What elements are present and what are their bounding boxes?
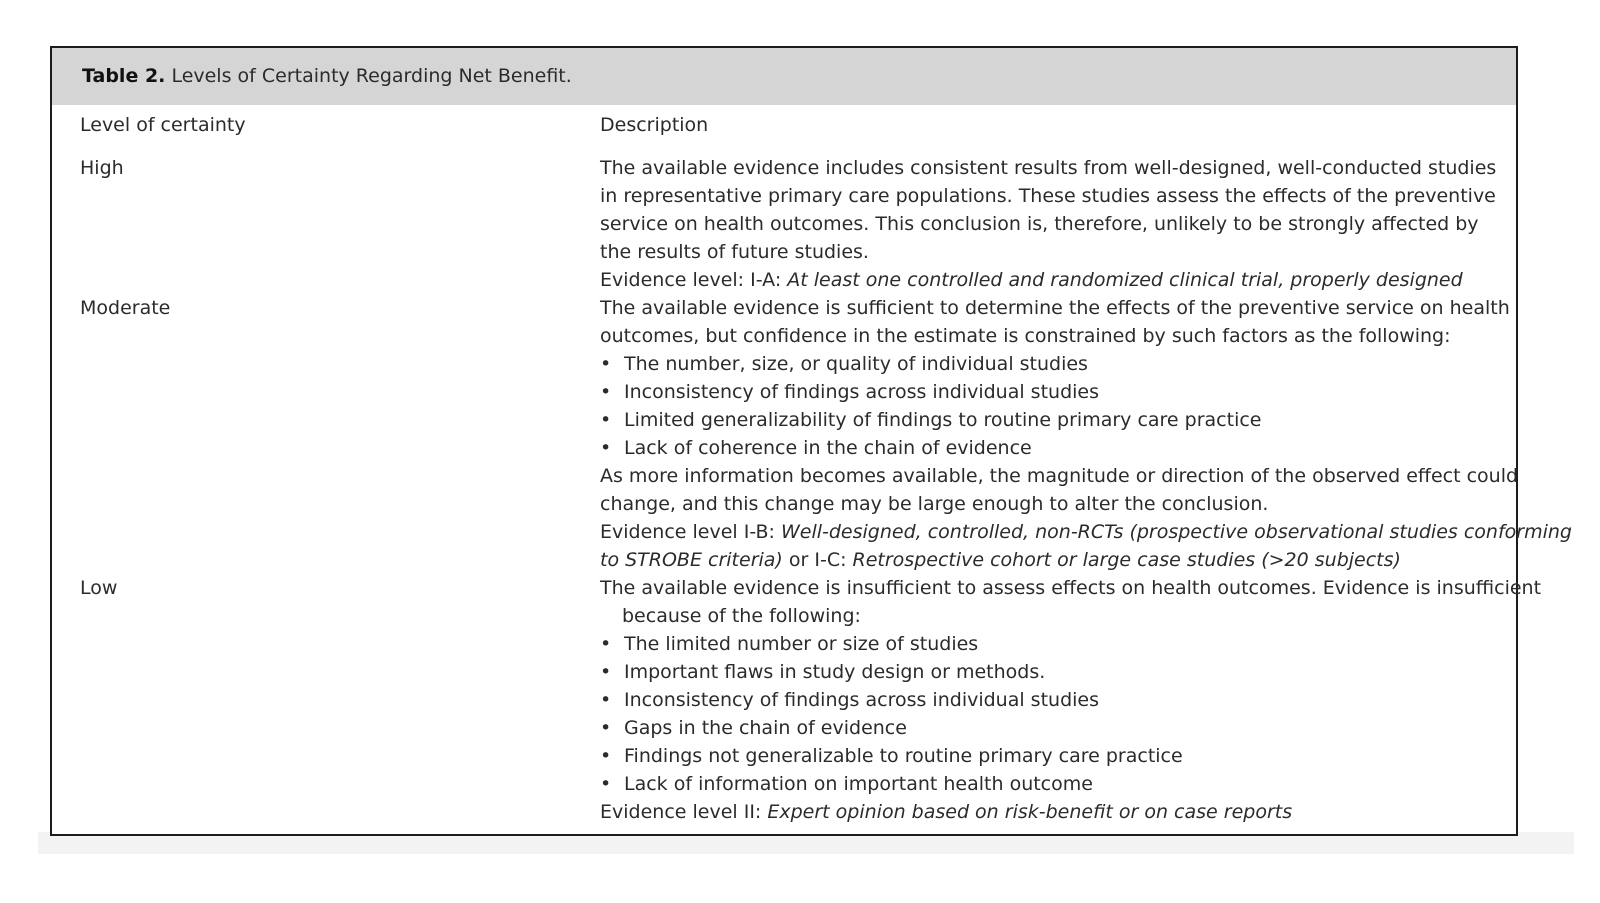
evidence-mid: or I-C: [782, 549, 853, 571]
bullet-icon: • [600, 381, 612, 403]
bullet-item: • Lack of coherence in the chain of evidence [600, 434, 1500, 462]
text-line: The available evidence is sufficient to determine the effects of the preventive service on health [600, 297, 1510, 319]
bullet-icon: • [600, 717, 612, 739]
description-low [600, 574, 1542, 826]
bullet-icon: • [600, 633, 612, 655]
bullet-icon: • [600, 661, 612, 683]
bullet-item: • The limited number or size of studies [600, 630, 1500, 658]
bullet-icon: • [600, 773, 612, 795]
header-description: Description [600, 114, 709, 136]
bullet-item: • Inconsistency of findings across individual studies [600, 378, 1500, 406]
certainty-table [50, 46, 1572, 836]
evidence-line [600, 546, 1500, 574]
bullet-item: • Lack of information on important health outcome [600, 770, 1500, 798]
text-line: The available evidence includes consistent results from well-designed, well-conducted studies [600, 157, 1497, 179]
bullet-icon: • [600, 437, 612, 459]
text-line: outcomes, but confidence in the estimate is constrained by such factors as the following: [600, 325, 1451, 347]
text-line: The available evidence is insufficient to assess effects on health outcomes. Evidence is insufficient [600, 577, 1542, 599]
evidence-text: At least one controlled and randomized clinical trial, properly designed [787, 269, 1463, 291]
caption-title: Levels of Certainty Regarding Net Benefit. [171, 65, 572, 87]
text-line: the results of future studies. [600, 241, 869, 263]
text-line: service on health outcomes. This conclusion is, therefore, unlikely to be strongly affected by [600, 213, 1479, 235]
evidence-text: Well-designed, controlled, non-RCTs (prospective observational studies conforming [780, 521, 1572, 543]
level-low: Low [80, 577, 118, 599]
evidence-text: to STROBE criteria) [600, 549, 783, 571]
description-high [600, 154, 1500, 294]
evidence-text: Retrospective cohort or large case studies (>20 subjects) [852, 549, 1401, 571]
bullet-icon: • [600, 409, 612, 431]
bullet-item: • The number, size, or quality of individual studies [600, 350, 1500, 378]
text-line: As more information becomes available, the magnitude or direction of the observed effect could [600, 465, 1519, 487]
header-level: Level of certainty [80, 114, 246, 136]
caption-label: Table 2. [82, 65, 166, 87]
level-moderate: Moderate [80, 297, 171, 319]
evidence-prefix: Evidence level: I-A: [600, 269, 788, 291]
bullet-icon: • [600, 689, 612, 711]
evidence-prefix: Evidence level I-B: [600, 521, 781, 543]
bullet-item: • Limited generalizability of findings to routine primary care practice [600, 406, 1500, 434]
table-caption [52, 48, 1516, 105]
text-line: because of the following: [622, 605, 861, 627]
level-high: High [80, 157, 124, 179]
bullet-icon: • [600, 353, 612, 375]
bullet-item: • Findings not generalizable to routine primary care practice [600, 742, 1500, 770]
description-moderate [600, 294, 1572, 574]
bullet-item: • Inconsistency of findings across individual studies [600, 686, 1500, 714]
evidence-text: Expert opinion based on risk-benefit or on case reports [767, 801, 1293, 823]
evidence-line [600, 798, 1500, 826]
text-line: change, and this change may be large enough to alter the conclusion. [600, 493, 1269, 515]
bullet-icon: • [600, 745, 612, 767]
text-line: in representative primary care populations. These studies assess the effects of the preventive [600, 185, 1496, 207]
evidence-line [600, 266, 1500, 294]
evidence-line [600, 518, 1572, 546]
bullet-item: • Gaps in the chain of evidence [600, 714, 1500, 742]
bullet-item: • Important flaws in study design or methods. [600, 658, 1500, 686]
evidence-prefix: Evidence level II: [600, 801, 768, 823]
